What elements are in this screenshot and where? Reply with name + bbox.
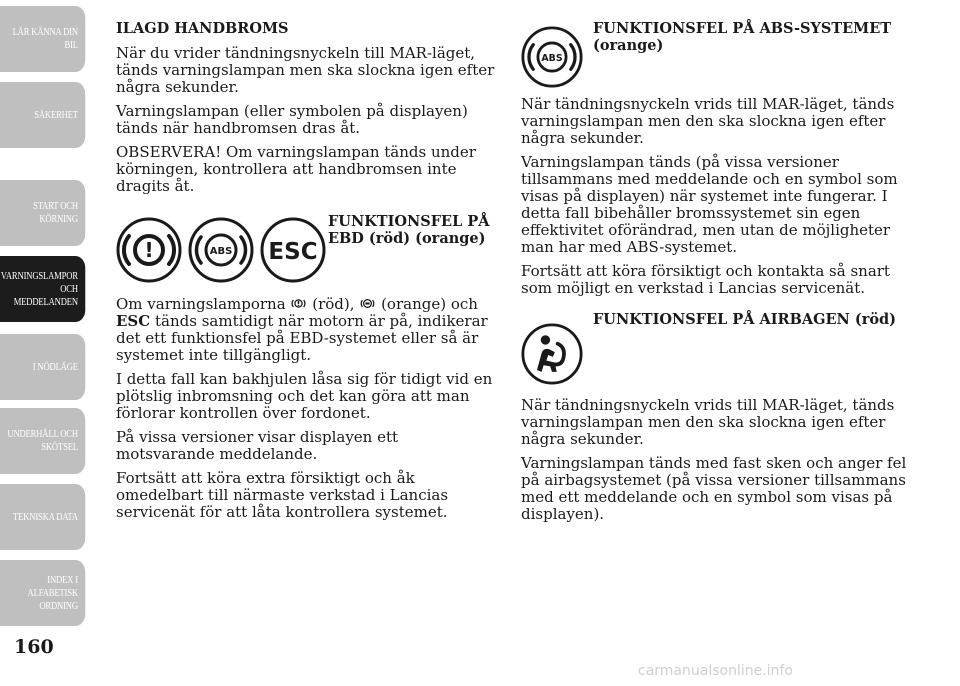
airbag-heading-block — [521, 311, 911, 391]
tab-label: TEKNISKA DATA — [13, 511, 78, 523]
ebd-warning-icons — [116, 209, 328, 289]
airbag-icon-holder — [521, 311, 593, 391]
airbag-heading: FUNKTIONSFEL PÅ AIRBAGEN (röd) — [593, 311, 897, 328]
esc-label: ESC — [268, 239, 318, 265]
tab-label: UNDERHÅLL OCH SKÖTSEL — [7, 429, 78, 453]
ebd-paragraph: I detta fall kan bakhjulen låsa sig för tidigt vid en plötslig inbromsning och det kan göra att man förlorar kontrollen över fordonet. — [116, 370, 493, 422]
tab-underhall-och-skotsel[interactable] — [0, 408, 85, 474]
ebd-paragraph: Fortsätt att köra extra försiktigt och åk omedelbart till närmaste verkstad i Lancias servicenät för att låta kontrollera systemet. — [116, 469, 449, 521]
chapter-sidebar — [0, 0, 106, 686]
handbrake-paragraph: Varningslampan (eller symbolen på displayen) tänds när handbromsen dras åt. — [116, 102, 468, 137]
tab-label: VARNINGSLAMPOR OCH MEDDELANDEN — [0, 270, 78, 308]
ebd-text-prefix: Om varningslamporna — [116, 295, 286, 313]
handbrake-heading: ILAGD HANDBROMS — [116, 20, 289, 37]
brake-warning-icon — [116, 217, 182, 283]
brake-warning-icon — [290, 295, 307, 312]
tab-lar-kanna-din-bil[interactable] — [0, 6, 85, 72]
abs-warning-icon — [521, 26, 583, 88]
airbag-warning-icon — [521, 323, 583, 385]
ebd-text-orange: (orange) och — [381, 295, 478, 313]
watermark: carmanualsonline.info — [638, 663, 793, 679]
esc-warning-icon — [260, 217, 326, 283]
brake-mark: ! — [144, 238, 154, 262]
tab-label: LÄR KÄNNA DIN BIL — [12, 27, 78, 51]
tab-start-och-korning[interactable] — [0, 180, 85, 246]
abs-label: ABS — [541, 52, 563, 64]
page-number: 160 — [14, 636, 54, 658]
handbrake-note: OBSERVERA! Om varningslampan tänds under körningen, kontrollera att handbromsen inte dragits åt. — [116, 143, 476, 195]
tab-label: SÄKERHET — [34, 109, 78, 121]
tab-varningslampor-och-meddelanden[interactable] — [0, 256, 85, 322]
tab-index-i-alfabetisk-ordning[interactable] — [0, 560, 85, 626]
tab-label: I NÖDLÄGE — [32, 361, 78, 373]
ebd-text-red: (röd), — [312, 295, 355, 313]
right-column — [521, 20, 911, 530]
abs-warning-icon — [188, 217, 254, 283]
abs-heading: FUNKTIONSFEL PÅ ABS-SYSTEMET (orange) — [593, 20, 892, 54]
abs-warning-icon — [359, 295, 376, 312]
tab-label: START OCH KÖRNING — [33, 201, 78, 225]
tab-tekniska-data[interactable] — [0, 484, 85, 550]
abs-paragraph: Varningslampan tänds (på vissa versioner tillsammans med meddelande och en symbol som visas på displayen) när systemet inte fungerar. I detta fall bibehåller bromssystemet sin egen effektivitet oförändrad, men utan de möjligheter man har med ABS-systemet. — [521, 153, 898, 256]
abs-label: ABS — [209, 246, 233, 257]
handbrake-paragraph: När du vrider tändningsnyckeln till MAR-läget, tänds varningslampan men ska slockna igen efter några sekunder. — [116, 44, 495, 96]
ebd-paragraph — [116, 295, 496, 364]
ebd-heading: FUNKTIONSFEL PÅ EBD (röd) (orange) — [328, 213, 490, 247]
tab-label: INDEX I ALFABETISK ORDNING — [27, 574, 78, 612]
tab-sakerhet[interactable] — [0, 82, 85, 148]
airbag-paragraph: När tändningsnyckeln vrids till MAR-läget, tänds varningslampan men den ska slockna igen efter några sekunder. — [521, 396, 895, 448]
ebd-text-rest: tänds samtidigt när motorn är på, indikerar det ett funktionsfel på EBD-systemet eller så är systemet inte tillgängligt. — [116, 312, 488, 364]
ebd-text-esc: ESC — [116, 312, 151, 330]
airbag-paragraph: Varningslampan tänds med fast sken och anger fel på airbagsystemet (på vissa versioner tillsammans med ett meddelande och en symbol som visas på displayen). — [521, 454, 907, 523]
abs-paragraph: Fortsätt att köra försiktigt och kontakta så snart som möjligt en verkstad i Lancias servicenät. — [521, 262, 890, 297]
abs-heading-block — [521, 20, 911, 90]
ebd-paragraph: På vissa versioner visar displayen ett motsvarande meddelande. — [116, 428, 399, 463]
abs-paragraph: När tändningsnyckeln vrids till MAR-läget, tänds varningslampan men den ska slockna igen efter några sekunder. — [521, 95, 895, 147]
ebd-heading-block — [116, 209, 496, 289]
abs-icon-holder — [521, 20, 593, 90]
left-column — [116, 20, 496, 528]
tab-i-nodlage[interactable] — [0, 334, 85, 400]
